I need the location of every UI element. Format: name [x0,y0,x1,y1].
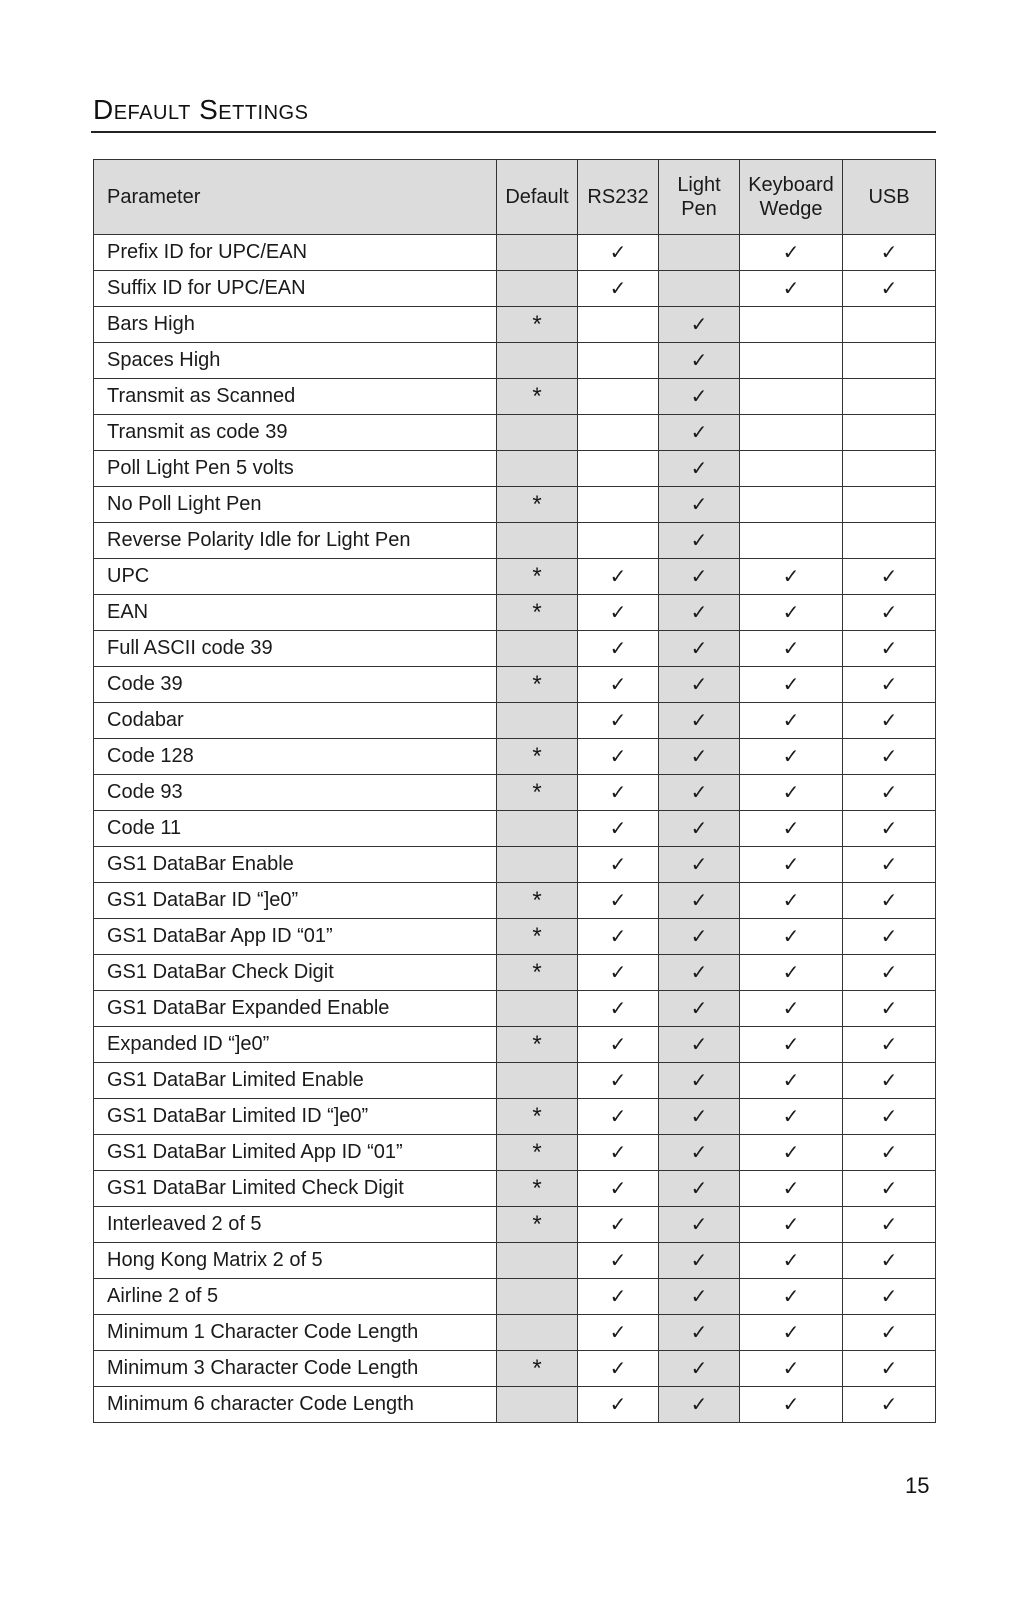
cell-rs232: ✓ [578,1351,659,1387]
table-row [94,1207,936,1243]
cell-default [497,1387,578,1423]
cell-keyboard-wedge: ✓ [740,1315,843,1351]
cell-default: * [497,1207,578,1243]
cell-usb: ✓ [843,1279,936,1315]
cell-parameter: GS1 DataBar Limited App ID “01” [94,1135,497,1171]
table-row [94,559,936,595]
cell-rs232: ✓ [578,1027,659,1063]
column-header-rs232: RS232 [578,160,659,235]
cell-keyboard-wedge [740,523,843,559]
cell-light-pen: ✓ [659,1315,740,1351]
cell-rs232: ✓ [578,1171,659,1207]
cell-usb: ✓ [843,1171,936,1207]
cell-parameter: GS1 DataBar Limited Check Digit [94,1171,497,1207]
cell-usb: ✓ [843,991,936,1027]
cell-default: * [497,739,578,775]
cell-light-pen [659,271,740,307]
cell-light-pen: ✓ [659,847,740,883]
cell-light-pen: ✓ [659,631,740,667]
table-row [94,1315,936,1351]
cell-parameter: No Poll Light Pen [94,487,497,523]
cell-default: * [497,667,578,703]
cell-usb: ✓ [843,883,936,919]
table-row [94,343,936,379]
cell-usb: ✓ [843,559,936,595]
cell-rs232 [578,451,659,487]
cell-light-pen: ✓ [659,451,740,487]
cell-usb: ✓ [843,847,936,883]
cell-usb [843,307,936,343]
cell-parameter: Codabar [94,703,497,739]
cell-light-pen: ✓ [659,883,740,919]
cell-parameter: Code 128 [94,739,497,775]
cell-rs232: ✓ [578,739,659,775]
cell-light-pen: ✓ [659,1135,740,1171]
cell-rs232: ✓ [578,1135,659,1171]
table-row [94,271,936,307]
cell-light-pen: ✓ [659,775,740,811]
column-header-usb: USB [843,160,936,235]
cell-parameter: Spaces High [94,343,497,379]
cell-usb: ✓ [843,595,936,631]
cell-usb: ✓ [843,739,936,775]
cell-light-pen: ✓ [659,919,740,955]
cell-default [497,1279,578,1315]
table-row [94,883,936,919]
column-header-parameter: Parameter [94,160,497,235]
cell-rs232 [578,307,659,343]
cell-parameter: GS1 DataBar Expanded Enable [94,991,497,1027]
cell-light-pen: ✓ [659,1063,740,1099]
column-header-light-pen-line1: Light [677,174,721,196]
cell-parameter: Transmit as code 39 [94,415,497,451]
cell-parameter: Suffix ID for UPC/EAN [94,271,497,307]
cell-usb [843,415,936,451]
cell-default [497,343,578,379]
cell-parameter: Code 93 [94,775,497,811]
cell-default [497,703,578,739]
cell-rs232: ✓ [578,1387,659,1423]
cell-default [497,271,578,307]
cell-light-pen: ✓ [659,1171,740,1207]
cell-keyboard-wedge: ✓ [740,1243,843,1279]
cell-keyboard-wedge: ✓ [740,1027,843,1063]
cell-rs232: ✓ [578,1315,659,1351]
cell-usb: ✓ [843,667,936,703]
table-row [94,523,936,559]
cell-parameter: Code 11 [94,811,497,847]
page-title: Default Settings [93,94,309,125]
cell-rs232: ✓ [578,631,659,667]
cell-parameter: Hong Kong Matrix 2 of 5 [94,1243,497,1279]
cell-parameter: Minimum 6 character Code Length [94,1387,497,1423]
cell-rs232: ✓ [578,955,659,991]
table-row [94,1135,936,1171]
cell-default: * [497,595,578,631]
cell-usb: ✓ [843,1243,936,1279]
cell-keyboard-wedge: ✓ [740,739,843,775]
cell-default: * [497,379,578,415]
cell-light-pen: ✓ [659,1243,740,1279]
default-settings-table [93,159,936,1423]
table-row [94,1279,936,1315]
cell-keyboard-wedge: ✓ [740,883,843,919]
cell-parameter: Poll Light Pen 5 volts [94,451,497,487]
cell-keyboard-wedge: ✓ [740,847,843,883]
cell-keyboard-wedge: ✓ [740,1351,843,1387]
cell-usb: ✓ [843,1099,936,1135]
table-row [94,235,936,271]
cell-light-pen: ✓ [659,991,740,1027]
cell-parameter: Expanded ID “]e0” [94,1027,497,1063]
cell-rs232: ✓ [578,775,659,811]
cell-light-pen: ✓ [659,523,740,559]
cell-keyboard-wedge [740,415,843,451]
cell-default [497,991,578,1027]
cell-usb: ✓ [843,703,936,739]
cell-keyboard-wedge: ✓ [740,955,843,991]
cell-rs232: ✓ [578,811,659,847]
cell-default: * [497,1135,578,1171]
cell-default [497,811,578,847]
cell-parameter: Prefix ID for UPC/EAN [94,235,497,271]
table-row [94,739,936,775]
cell-rs232 [578,487,659,523]
cell-parameter: Bars High [94,307,497,343]
table-row [94,415,936,451]
cell-light-pen: ✓ [659,307,740,343]
cell-default: * [497,1351,578,1387]
cell-default [497,1063,578,1099]
table-header-row [94,160,936,235]
cell-light-pen: ✓ [659,811,740,847]
cell-parameter: EAN [94,595,497,631]
cell-light-pen: ✓ [659,487,740,523]
cell-usb [843,451,936,487]
column-header-light-pen-line2: Pen [681,198,717,220]
cell-usb: ✓ [843,811,936,847]
cell-usb [843,523,936,559]
cell-default: * [497,775,578,811]
cell-rs232: ✓ [578,703,659,739]
cell-usb: ✓ [843,235,936,271]
cell-rs232 [578,379,659,415]
table-row [94,667,936,703]
cell-parameter: UPC [94,559,497,595]
cell-default [497,451,578,487]
cell-rs232: ✓ [578,883,659,919]
table-row [94,919,936,955]
cell-light-pen: ✓ [659,379,740,415]
table-row [94,847,936,883]
table-row [94,595,936,631]
cell-default: * [497,559,578,595]
cell-keyboard-wedge: ✓ [740,559,843,595]
cell-default [497,1315,578,1351]
cell-light-pen: ✓ [659,415,740,451]
cell-light-pen [659,235,740,271]
cell-parameter: Minimum 1 Character Code Length [94,1315,497,1351]
cell-default [497,415,578,451]
column-header-default: Default [497,160,578,235]
cell-default: * [497,919,578,955]
cell-rs232: ✓ [578,919,659,955]
table-row [94,379,936,415]
cell-keyboard-wedge: ✓ [740,1207,843,1243]
cell-keyboard-wedge: ✓ [740,1063,843,1099]
cell-parameter: Full ASCII code 39 [94,631,497,667]
cell-keyboard-wedge: ✓ [740,919,843,955]
table-row [94,451,936,487]
cell-usb: ✓ [843,1063,936,1099]
title-divider [91,131,936,133]
cell-light-pen: ✓ [659,1207,740,1243]
cell-usb [843,487,936,523]
table-row [94,487,936,523]
cell-parameter: Code 39 [94,667,497,703]
cell-keyboard-wedge: ✓ [740,811,843,847]
cell-rs232: ✓ [578,1063,659,1099]
cell-parameter: Reverse Polarity Idle for Light Pen [94,523,497,559]
cell-light-pen: ✓ [659,739,740,775]
table-row [94,1027,936,1063]
cell-light-pen: ✓ [659,1387,740,1423]
cell-light-pen: ✓ [659,1099,740,1135]
cell-parameter: GS1 DataBar Limited ID “]e0” [94,1099,497,1135]
cell-light-pen: ✓ [659,703,740,739]
cell-default: * [497,1027,578,1063]
cell-keyboard-wedge: ✓ [740,667,843,703]
cell-default [497,847,578,883]
cell-default: * [497,307,578,343]
cell-keyboard-wedge: ✓ [740,775,843,811]
cell-default: * [497,883,578,919]
table-row [94,703,936,739]
cell-rs232: ✓ [578,235,659,271]
table-row [94,631,936,667]
cell-light-pen: ✓ [659,955,740,991]
column-header-light-pen [659,160,740,235]
cell-rs232: ✓ [578,847,659,883]
cell-default: * [497,487,578,523]
table-row [94,1099,936,1135]
cell-keyboard-wedge [740,451,843,487]
cell-keyboard-wedge: ✓ [740,991,843,1027]
cell-light-pen: ✓ [659,343,740,379]
table-row [94,1243,936,1279]
cell-keyboard-wedge [740,487,843,523]
cell-rs232 [578,415,659,451]
cell-parameter: GS1 DataBar Check Digit [94,955,497,991]
cell-parameter: Minimum 3 Character Code Length [94,1351,497,1387]
cell-rs232: ✓ [578,1243,659,1279]
cell-parameter: Interleaved 2 of 5 [94,1207,497,1243]
cell-parameter: Transmit as Scanned [94,379,497,415]
cell-keyboard-wedge: ✓ [740,1279,843,1315]
cell-keyboard-wedge: ✓ [740,703,843,739]
cell-default: * [497,1171,578,1207]
cell-usb: ✓ [843,775,936,811]
cell-usb [843,379,936,415]
cell-keyboard-wedge: ✓ [740,271,843,307]
cell-usb: ✓ [843,1135,936,1171]
cell-light-pen: ✓ [659,1279,740,1315]
cell-parameter: GS1 DataBar App ID “01” [94,919,497,955]
cell-usb: ✓ [843,1387,936,1423]
cell-rs232: ✓ [578,991,659,1027]
table-row [94,811,936,847]
cell-default: * [497,955,578,991]
cell-light-pen: ✓ [659,1027,740,1063]
cell-keyboard-wedge: ✓ [740,1171,843,1207]
column-header-keyboard-wedge-line1: Keyboard [748,174,834,196]
cell-rs232 [578,343,659,379]
cell-usb: ✓ [843,955,936,991]
cell-parameter: GS1 DataBar Enable [94,847,497,883]
cell-parameter: GS1 DataBar Limited Enable [94,1063,497,1099]
cell-keyboard-wedge: ✓ [740,631,843,667]
table-body [94,235,936,1423]
cell-keyboard-wedge [740,379,843,415]
table-row [94,307,936,343]
cell-usb: ✓ [843,271,936,307]
cell-usb: ✓ [843,1351,936,1387]
cell-usb: ✓ [843,1207,936,1243]
column-header-keyboard-wedge-line2: Wedge [759,198,823,220]
cell-default [497,631,578,667]
cell-default [497,523,578,559]
cell-usb: ✓ [843,631,936,667]
cell-usb: ✓ [843,1315,936,1351]
page-number: 15 [905,1473,930,1498]
cell-keyboard-wedge: ✓ [740,1387,843,1423]
cell-rs232: ✓ [578,667,659,703]
table-row [94,1171,936,1207]
cell-light-pen: ✓ [659,559,740,595]
cell-light-pen: ✓ [659,595,740,631]
cell-parameter: GS1 DataBar ID “]e0” [94,883,497,919]
cell-usb: ✓ [843,919,936,955]
column-header-keyboard-wedge [740,160,843,235]
cell-rs232: ✓ [578,1279,659,1315]
table-row [94,991,936,1027]
cell-default: * [497,1099,578,1135]
cell-rs232 [578,523,659,559]
table-row [94,1063,936,1099]
cell-rs232: ✓ [578,559,659,595]
cell-keyboard-wedge: ✓ [740,595,843,631]
cell-light-pen: ✓ [659,1351,740,1387]
cell-default [497,235,578,271]
cell-rs232: ✓ [578,1207,659,1243]
table-row [94,775,936,811]
cell-rs232: ✓ [578,271,659,307]
table-row [94,1351,936,1387]
cell-keyboard-wedge [740,307,843,343]
table-row [94,1387,936,1423]
cell-rs232: ✓ [578,1099,659,1135]
cell-usb [843,343,936,379]
cell-rs232: ✓ [578,595,659,631]
cell-keyboard-wedge: ✓ [740,1135,843,1171]
cell-keyboard-wedge: ✓ [740,1099,843,1135]
cell-parameter: Airline 2 of 5 [94,1279,497,1315]
table-row [94,955,936,991]
cell-keyboard-wedge [740,343,843,379]
cell-usb: ✓ [843,1027,936,1063]
cell-keyboard-wedge: ✓ [740,235,843,271]
cell-light-pen: ✓ [659,667,740,703]
cell-default [497,1243,578,1279]
